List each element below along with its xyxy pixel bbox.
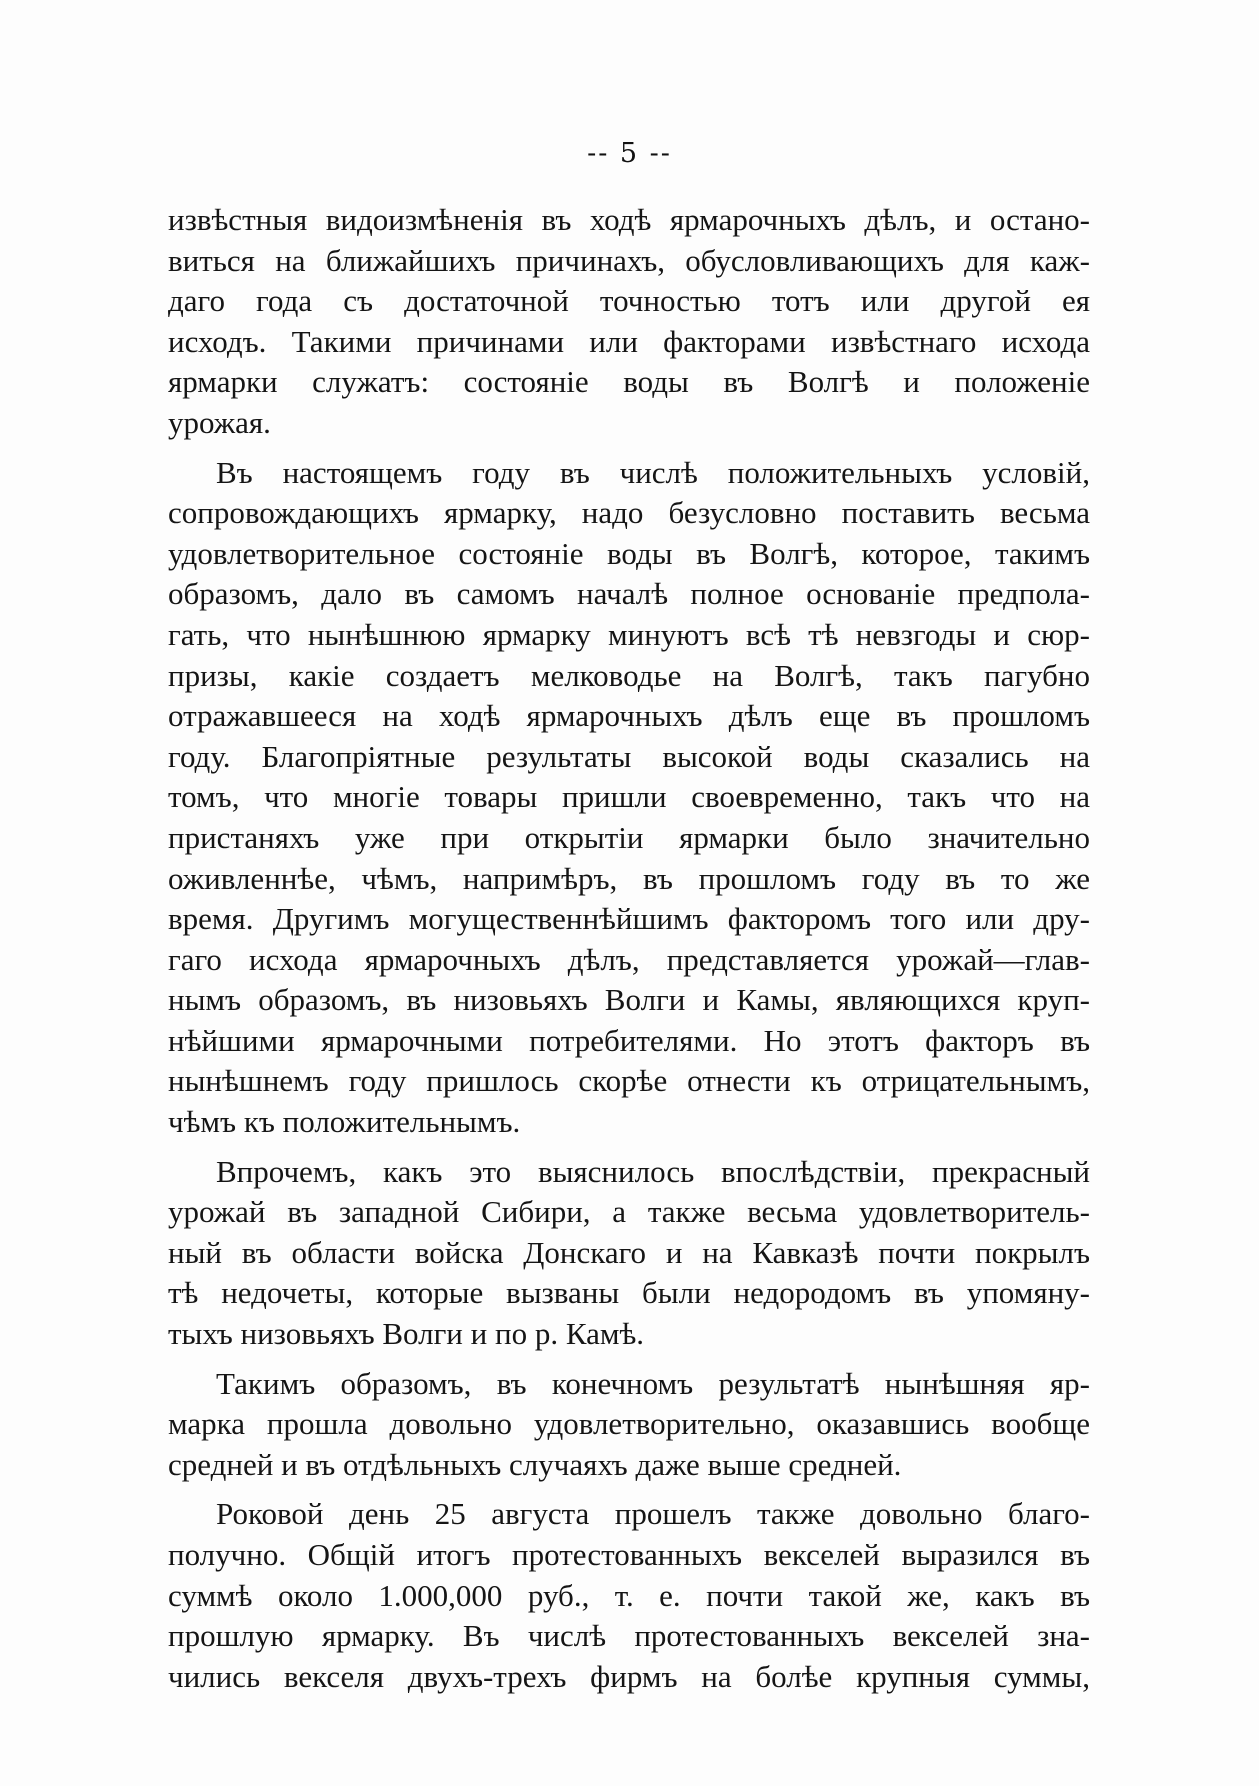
text-line: исходъ. Такими причинами или факторами извѣстнаго исхода: [168, 323, 1090, 359]
text-line: Впрочемъ, какъ это выяснилось впослѣдствіи, прекрасный: [216, 1153, 1090, 1189]
text-line: сопровождающихъ ярмарку, надо безусловно поставить весьма: [168, 495, 1090, 531]
text-line: прошлую ярмарку. Въ числѣ протестованныхъ векселей зна-: [168, 1618, 1090, 1654]
text-line: нымъ образомъ, въ низовьяхъ Волги и Камы, являющихся круп-: [168, 982, 1090, 1018]
text-line: образомъ, дало въ самомъ началѣ полное основаніе предпола-: [168, 576, 1090, 612]
text-line: время. Другимъ могущественнѣйшимъ факторомъ того или дру-: [168, 901, 1090, 937]
text-line: гаго исхода ярмарочныхъ дѣлъ, представляется урожай—глав-: [168, 941, 1090, 977]
text-line: чились векселя двухъ-трехъ фирмъ на болѣе крупныя суммы,: [168, 1658, 1090, 1694]
text-line: суммѣ около 1.000,000 руб., т. е. почти такой же, какъ въ: [168, 1577, 1090, 1613]
body-text: [168, 200, 1090, 1706]
text-line: урожай въ западной Сибири, а также весьма удовлетворитель-: [168, 1194, 1090, 1230]
paragraph: [168, 453, 1090, 1143]
text-line: чѣмъ къ положительнымъ.: [168, 1104, 521, 1140]
text-line: Роковой день 25 августа прошелъ также довольно благо-: [216, 1496, 1090, 1532]
text-line: оживленнѣе, чѣмъ, напримѣръ, въ прошломъ году въ то же: [168, 860, 1090, 896]
text-line: Такимъ образомъ, въ конечномъ результатѣ нынѣшняя яр-: [216, 1365, 1090, 1401]
text-line: Въ настоящемъ году въ числѣ положительныхъ условій,: [216, 454, 1090, 490]
paragraph: [168, 1152, 1090, 1355]
text-line: томъ, что многіе товары пришли своевременно, такъ что на: [168, 779, 1090, 815]
text-line: урожая.: [168, 404, 271, 440]
text-line: тыхъ низовьяхъ Волги и по р. Камѣ.: [168, 1316, 645, 1352]
text-line: марка прошла довольно удовлетворительно, оказавшись вообще: [168, 1406, 1090, 1442]
text-line: пристаняхъ уже при открытіи ярмарки было значительно: [168, 819, 1090, 855]
text-line: ярмарки служатъ: состояніе воды въ Волгѣ и положеніе: [168, 364, 1090, 400]
text-line: извѣстныя видоизмѣненія въ ходѣ ярмарочныхъ дѣлъ, и остано-: [168, 202, 1090, 237]
text-line: призы, какіе создаетъ мелководье на Волгѣ, такъ пагубно: [168, 657, 1090, 693]
paragraph: [168, 1364, 1090, 1486]
text-line: ный въ области войска Донскаго и на Кавказѣ почти покрылъ: [168, 1234, 1090, 1270]
text-line: виться на ближайшихъ причинахъ, обусловливающихъ для каж-: [168, 242, 1090, 278]
paragraph: [168, 200, 1090, 444]
text-line: даго года съ достаточной точностью тотъ или другой ея: [168, 283, 1090, 319]
text-line: получно. Общій итогъ протестованныхъ векселей выразился въ: [168, 1537, 1090, 1572]
page-number: -- 5 --: [587, 138, 672, 169]
text-line: нынѣшнемъ году пришлось скорѣе отнести къ отрицательнымъ,: [168, 1063, 1090, 1099]
text-line: отражавшееся на ходѣ ярмарочныхъ дѣлъ еще въ прошломъ: [168, 698, 1090, 734]
text-line: нѣйшими ярмарочными потребителями. Но этотъ факторъ въ: [168, 1022, 1090, 1058]
paragraph: [168, 1494, 1090, 1697]
text-line: гать, что нынѣшнюю ярмарку минуютъ всѣ тѣ невзгоды и сюр-: [168, 616, 1090, 652]
text-line: средней и въ отдѣльныхъ случаяхъ даже выше средней.: [168, 1446, 902, 1482]
text-line: году. Благопріятные результаты высокой воды сказались на: [168, 738, 1090, 774]
text-line: удовлетворительное состояніе воды въ Волгѣ, которое, такимъ: [168, 535, 1090, 571]
text-line: тѣ недочеты, которые вызваны были недородомъ въ упомяну-: [168, 1275, 1090, 1311]
